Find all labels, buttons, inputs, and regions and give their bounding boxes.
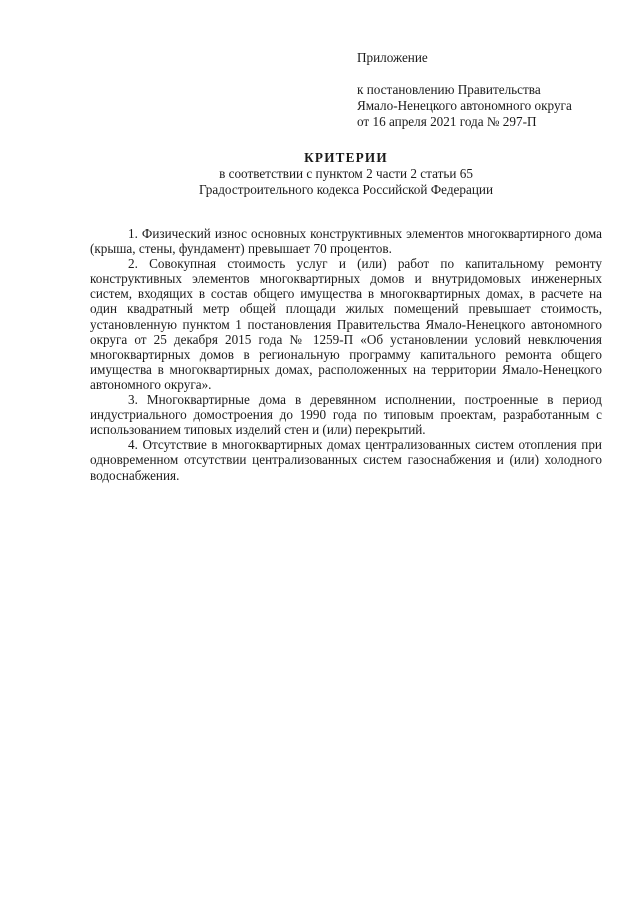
criterion-3: 3. Многоквартирные дома в деревянном исполнении, построенные в период индустриального домостроения до 1990 года по типовым проектам, разработанным с использованием типовых изделий стен и (или) перекрытий. — [90, 392, 602, 438]
document-subtitle-line-2: Градостроительного кодекса Российской Федерации — [198, 182, 494, 197]
criterion-1: 1. Физический износ основных конструктивных элементов многоквартирного дома (крыша, стены, фундамент) превышает 70 процентов. — [90, 226, 602, 257]
appendix-header — [357, 50, 627, 130]
document-heading — [90, 150, 602, 198]
appendix-reference-line-1: к постановлению Правительства — [357, 82, 541, 97]
appendix-reference-line-3: от 16 апреля 2021 года № 297-П — [357, 114, 537, 129]
criteria-list — [90, 226, 602, 483]
appendix-reference-line-2: Ямало-Ненецкого автономного округа — [357, 98, 572, 113]
appendix-spacer — [357, 66, 627, 82]
document-title: КРИТЕРИИ — [304, 150, 388, 165]
criterion-4: 4. Отсутствие в многоквартирных домах централизованных систем отопления при одновременном отсутствии централизованных систем газоснабжения и (или) холодного водоснабжения. — [90, 437, 602, 483]
document-subtitle-line-1: в соответствии с пунктом 2 части 2 статьи 65 — [219, 166, 473, 181]
criterion-2: 2. Совокупная стоимость услуг и (или) работ по капитальному ремонту конструктивных элементов многоквартирных домов и внутридомовых инженерных систем, входящих в состав общего имущества в многоквартирных домах, в расчете на один квадратный метр общей площади жилых помещений превышает стоимость, установленную пунктом 1 постановления Правительства Ямало-Ненецкого автономного округа от 25 декабря 2015 года № 1259-П «Об установлении условий невключения многоквартирных домов в региональную программу капитального ремонта общего имущества в многоквартирных домах, расположенных на территории Ямало-Ненецкого автономного округа». — [90, 256, 602, 392]
appendix-label: Приложение — [357, 50, 428, 65]
